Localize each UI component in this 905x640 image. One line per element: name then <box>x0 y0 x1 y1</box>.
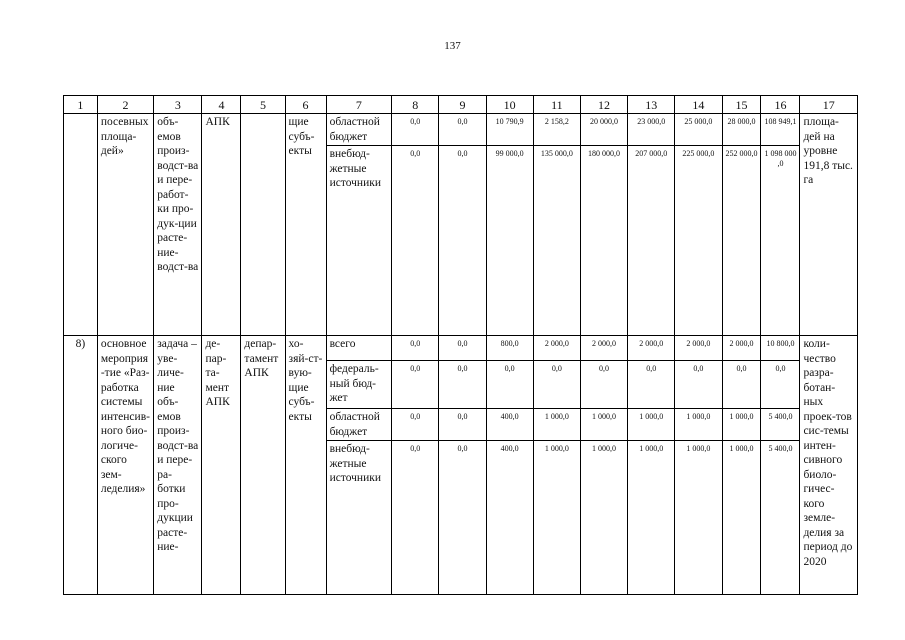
cell-funding-source: областной бюджет <box>326 409 392 441</box>
cell-value: 1 000,0 <box>722 441 761 595</box>
cell-value: 2 000,0 <box>722 336 761 361</box>
cell-value: 2 000,0 <box>628 336 675 361</box>
table-row <box>64 336 858 361</box>
cell-value: 25 000,0 <box>675 114 722 146</box>
column-header: 3 <box>154 96 202 114</box>
cell-coordinator: АПК <box>202 114 241 336</box>
table-row <box>64 114 858 146</box>
cell-value: 99 000,0 <box>486 146 533 336</box>
cell-value: 252 000,0 <box>722 146 761 336</box>
cell-value: 1 000,0 <box>675 409 722 441</box>
cell-value: 0,0 <box>628 361 675 409</box>
cell-value: 0,0 <box>761 361 800 409</box>
page-number: 137 <box>444 40 461 52</box>
cell-value: 5 400,0 <box>761 409 800 441</box>
cell-value: 1 098 000 ,0 <box>761 146 800 336</box>
cell-value: 0,0 <box>486 361 533 409</box>
cell-participants: щие субъ-екты <box>285 114 326 336</box>
cell-value: 1 000,0 <box>628 441 675 595</box>
cell-value: 0,0 <box>439 336 486 361</box>
cell-result: коли-чество разра-ботан-ных проек-тов сис-темы интен-сивного биоло-гичес-кого земле-делия за период до 2020 <box>800 336 858 595</box>
cell-funding-source: федераль-ный бюд-жет <box>326 361 392 409</box>
cell-value: 0,0 <box>439 361 486 409</box>
column-header: 1 <box>64 96 98 114</box>
cell-value: 400,0 <box>486 441 533 595</box>
cell-funding-source: всего <box>326 336 392 361</box>
cell-value: 0,0 <box>392 441 439 595</box>
cell-value: 23 000,0 <box>628 114 675 146</box>
cell-executor: депар-тамент АПК <box>241 336 285 595</box>
program-table <box>63 95 858 595</box>
column-header: 6 <box>285 96 326 114</box>
cell-value: 1 000,0 <box>533 441 580 595</box>
cell-value: 0,0 <box>392 146 439 336</box>
header-row <box>64 96 858 114</box>
cell-value: 0,0 <box>439 114 486 146</box>
column-header: 10 <box>486 96 533 114</box>
cell-value: 400,0 <box>486 409 533 441</box>
cell-value: 10 800,0 <box>761 336 800 361</box>
column-header: 2 <box>97 96 153 114</box>
cell-value: 0,0 <box>392 361 439 409</box>
cell-executor <box>241 114 285 336</box>
cell-task: задача – уве-личе-ние объ-емов произ-водст-ва и пере-ра-ботки про-дукции расте-ние- <box>154 336 202 595</box>
cell-value: 2 000,0 <box>533 336 580 361</box>
cell-value: 1 000,0 <box>722 409 761 441</box>
column-header: 16 <box>761 96 800 114</box>
column-header: 7 <box>326 96 392 114</box>
cell-value: 2 000,0 <box>675 336 722 361</box>
cell-funding-source: областной бюджет <box>326 114 392 146</box>
cell-value: 0,0 <box>722 361 761 409</box>
column-header: 8 <box>392 96 439 114</box>
cell-number: 8) <box>64 336 98 595</box>
cell-value: 0,0 <box>392 409 439 441</box>
column-header: 11 <box>533 96 580 114</box>
cell-value: 0,0 <box>439 146 486 336</box>
cell-value: 1 000,0 <box>675 441 722 595</box>
cell-value: 207 000,0 <box>628 146 675 336</box>
cell-value: 225 000,0 <box>675 146 722 336</box>
cell-value: 0,0 <box>675 361 722 409</box>
cell-value: 10 790,9 <box>486 114 533 146</box>
cell-participants: хо-зяй-ст-вую-щие субъ-екты <box>285 336 326 595</box>
cell-funding-source: внебюд-жетные источники <box>326 146 392 336</box>
column-header: 4 <box>202 96 241 114</box>
cell-value: 1 000,0 <box>533 409 580 441</box>
cell-value: 1 000,0 <box>580 441 627 595</box>
cell-value: 0,0 <box>392 336 439 361</box>
column-header: 12 <box>580 96 627 114</box>
cell-funding-source: внебюд-жетные источники <box>326 441 392 595</box>
cell-value: 0,0 <box>580 361 627 409</box>
cell-measure: основное мероприя-тие «Раз-работка системы интенсив-ного био-логиче-ского зем-леделия» <box>97 336 153 595</box>
cell-value: 2 158,2 <box>533 114 580 146</box>
column-header: 14 <box>675 96 722 114</box>
column-header: 13 <box>628 96 675 114</box>
cell-value: 2 000,0 <box>580 336 627 361</box>
cell-measure: посевных площа-дей» <box>97 114 153 336</box>
cell-value: 180 000,0 <box>580 146 627 336</box>
cell-value: 135 000,0 <box>533 146 580 336</box>
cell-task: объ-емов произ-водст-ва и пере-работ-ки про-дук-ции расте-ние-водст-ва <box>154 114 202 336</box>
column-header: 5 <box>241 96 285 114</box>
cell-value: 20 000,0 <box>580 114 627 146</box>
column-header: 9 <box>439 96 486 114</box>
cell-value: 800,0 <box>486 336 533 361</box>
column-header: 17 <box>800 96 858 114</box>
cell-value: 0,0 <box>533 361 580 409</box>
cell-value: 0,0 <box>439 441 486 595</box>
cell-value: 0,0 <box>392 114 439 146</box>
cell-value: 28 000,0 <box>722 114 761 146</box>
cell-value: 1 000,0 <box>628 409 675 441</box>
cell-value: 1 000,0 <box>580 409 627 441</box>
cell-value: 108 949,1 <box>761 114 800 146</box>
cell-value: 5 400,0 <box>761 441 800 595</box>
cell-value: 0,0 <box>439 409 486 441</box>
cell-coordinator: де-пар-та-мент АПК <box>202 336 241 595</box>
cell-number <box>64 114 98 336</box>
column-header: 15 <box>722 96 761 114</box>
cell-result: площа-дей на уровне 191,8 тыс. га <box>800 114 858 336</box>
